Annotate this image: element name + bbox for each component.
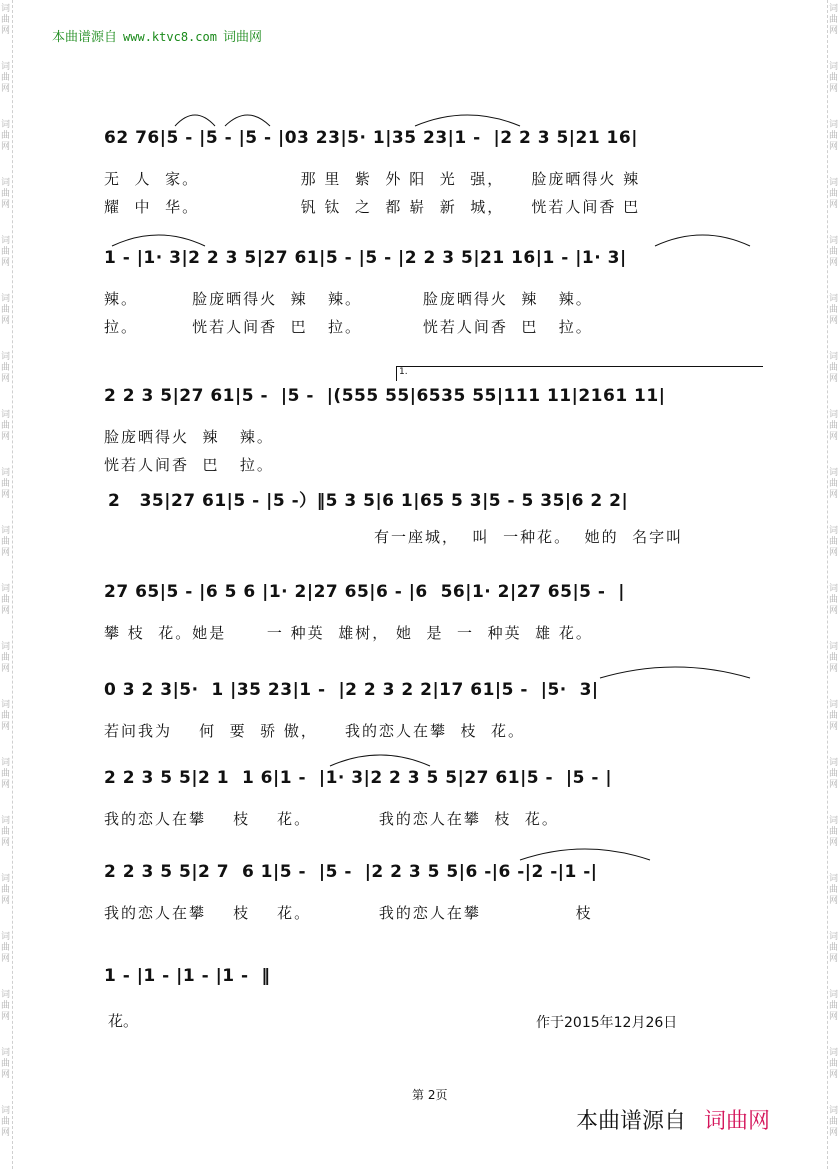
watermark-glyph: 词 曲 网 <box>829 120 839 152</box>
slur <box>415 115 520 126</box>
lyric-line: 我的恋人在攀 枝 花。 我的恋人在攀 枝 花。 <box>104 810 559 828</box>
watermark-glyph: 词 曲 网 <box>829 1106 839 1138</box>
watermark-glyph: 词 曲 网 <box>829 468 839 500</box>
header-site-name: 词曲网 <box>222 30 262 45</box>
watermark-glyph: 词 曲 网 <box>1 468 11 500</box>
slur <box>520 849 650 860</box>
watermark-glyph: 词 曲 网 <box>829 294 839 326</box>
watermark-glyph: 词 曲 网 <box>1 816 11 848</box>
watermark-glyph: 词 曲 网 <box>829 1048 839 1080</box>
watermark-glyph: 词 曲 网 <box>1 932 11 964</box>
lyric-line: 辣。 脸庞晒得火 辣 辣。 脸庞晒得火 辣 辣。 <box>104 290 593 308</box>
notation-line: 62 76|5 - |5 - |5 - |03 23|5· 1|35 23|1 - |2 2 3 5|21 16| <box>104 128 638 148</box>
watermark-glyph: 词 曲 网 <box>829 584 839 616</box>
watermark-glyph: 词 曲 网 <box>1 700 11 732</box>
watermark-glyph: 词 曲 网 <box>829 990 839 1022</box>
lyric-line: 拉。 恍若人间香 巴 拉。 恍若人间香 巴 拉。 <box>104 318 593 336</box>
watermark-glyph: 词 曲 网 <box>1 584 11 616</box>
notation-line: 0 3 2 3|5· 1 |35 23|1 - |2 2 3 2 2|17 61|5 - |5· 3| <box>104 680 599 700</box>
lyric-line: 攀 枝 花。她是 一 种英 雄树， 她 是 一 种英 雄 花。 <box>104 624 593 642</box>
slur <box>600 667 750 678</box>
notation-line: 2 2 3 5|27 61|5 - |5 - |(555 55|6535 55|111 11|2161 11| <box>104 386 666 406</box>
lyric-line: 我的恋人在攀 枝 花。 我的恋人在攀 枝 <box>104 904 593 922</box>
slur <box>112 235 205 246</box>
page-number: 第 2页 <box>412 1088 448 1102</box>
watermark-glyph: 词 曲 网 <box>1 410 11 442</box>
watermark-glyph: 词 曲 网 <box>829 62 839 94</box>
watermark-glyph: 词 曲 网 <box>829 526 839 558</box>
header-url[interactable]: www.ktvc8.com <box>123 30 217 44</box>
watermark-glyph: 词 曲 网 <box>829 816 839 848</box>
watermark-glyph: 词 曲 网 <box>829 932 839 964</box>
volta-bracket: 1. <box>396 366 763 381</box>
notation-line: 1 - |1· 3|2 2 3 5|27 61|5 - |5 - |2 2 3 5|21 16|1 - |1· 3| <box>104 248 627 268</box>
watermark-glyph: 词 曲 网 <box>829 236 839 268</box>
watermark-glyph: 词 曲 网 <box>829 700 839 732</box>
watermark-glyph: 词 曲 网 <box>1 1106 11 1138</box>
watermark-glyph: 词 曲 网 <box>1 178 11 210</box>
notation-line: 1 - |1 - |1 - |1 - ‖ <box>104 966 271 986</box>
brand-footer <box>576 1104 770 1135</box>
watermark-glyph: 词 曲 网 <box>829 410 839 442</box>
slur <box>175 115 215 126</box>
watermark-glyph: 词 曲 网 <box>1 4 11 36</box>
watermark-glyph: 词 曲 网 <box>1 120 11 152</box>
notation-line: 27 65|5 - |6 5 6 |1· 2|27 65|6 - |6 56|1· 2|27 65|5 - | <box>104 582 626 602</box>
slur <box>330 755 430 766</box>
watermark-glyph: 词 曲 网 <box>829 758 839 790</box>
watermark-glyph: 词 曲 网 <box>1 62 11 94</box>
watermark-glyph: 词 曲 网 <box>829 178 839 210</box>
slur <box>655 235 750 246</box>
watermark-glyph: 词 曲 网 <box>1 758 11 790</box>
watermark-glyph: 词 曲 网 <box>829 4 839 36</box>
lyric-line: 若问我为 何 要 骄 傲， 我的恋人在攀 枝 花。 <box>104 722 526 740</box>
watermark-glyph: 词 曲 网 <box>829 642 839 674</box>
notation-line: 2 2 3 5 5|2 7 6 1|5 - |5 - |2 2 3 5 5|6 -|6 -|2 -|1 -| <box>104 862 598 882</box>
lyric-line: 有一座城， 叫 一种花。 她的 名字叫 <box>374 528 684 546</box>
lyric-line: 耀 中 华。 钒 钛 之 都 崭 新 城， 恍若人间香 巴 <box>104 198 641 216</box>
final-lyric: 花。 <box>108 1012 139 1030</box>
watermark-glyph: 词 曲 网 <box>1 294 11 326</box>
watermark-glyph: 词 曲 网 <box>1 236 11 268</box>
header-source-text: 本曲谱源自 <box>52 30 118 45</box>
watermark-glyph: 词 曲 网 <box>1 1048 11 1080</box>
watermark-glyph: 词 曲 网 <box>1 526 11 558</box>
watermark-glyph: 词 曲 网 <box>829 874 839 906</box>
watermark-glyph: 词 曲 网 <box>1 642 11 674</box>
watermark-glyph: 词 曲 网 <box>829 352 839 384</box>
watermark-glyph: 词 曲 网 <box>1 990 11 1022</box>
slur <box>225 115 270 126</box>
notation-line: 2 35|27 61|5 - |5 -）‖5 3 5|6 1|65 5 3|5 - 5 35|6 2 2| <box>108 491 629 511</box>
lyric-line: 脸庞晒得火 辣 辣。 <box>104 428 274 446</box>
composition-date: 作于2015年12月26日 <box>536 1015 678 1031</box>
notation-line: 2 2 3 5 5|2 1 1 6|1 - |1· 3|2 2 3 5 5|27 61|5 - |5 - | <box>104 768 613 788</box>
lyric-line: 恍若人间香 巴 拉。 <box>104 456 274 474</box>
watermark-glyph: 词 曲 网 <box>1 352 11 384</box>
brand-text-b[interactable]: 词曲网 <box>704 1109 771 1134</box>
lyric-line: 无 人 家。 那 里 紫 外 阳 光 强， 脸庞晒得火 辣 <box>104 170 641 188</box>
brand-text-a: 本曲谱源自 <box>576 1109 687 1134</box>
watermark-glyph: 词 曲 网 <box>1 874 11 906</box>
